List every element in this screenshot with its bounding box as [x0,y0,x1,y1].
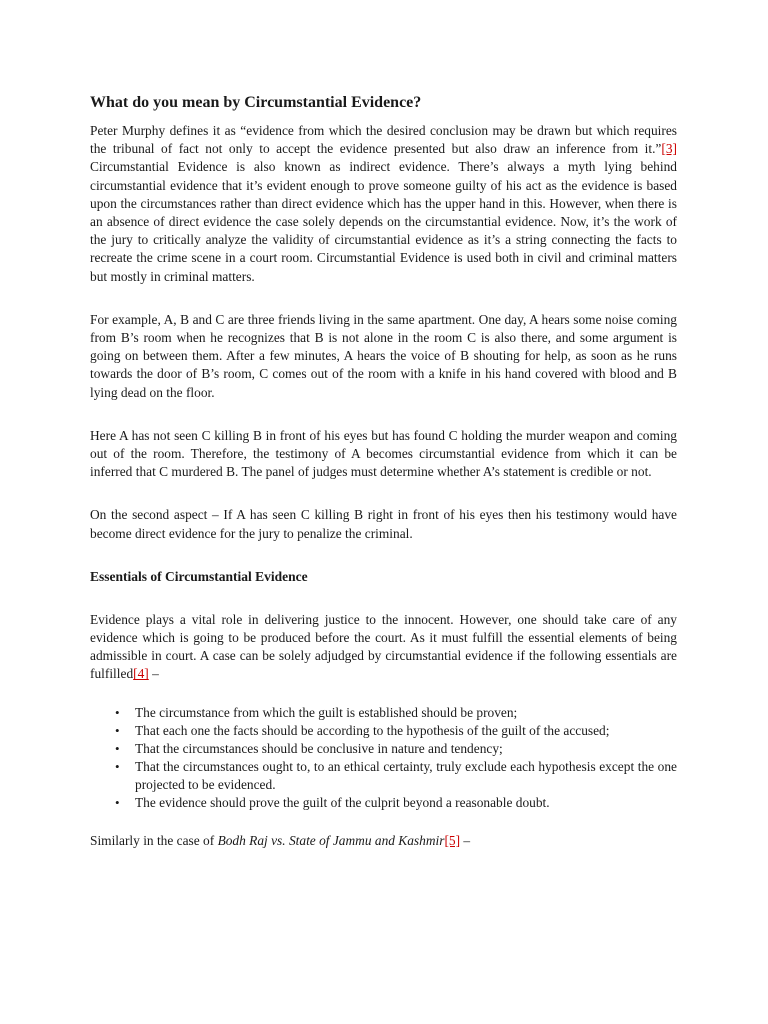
list-item: • That the circumstances should be conclusive in nature and tendency; [90,740,677,758]
case-name: Bodh Raj vs. State of Jammu and Kashmir [217,832,445,848]
case-dash: – [460,832,471,848]
paragraph-second-aspect: On the second aspect – If A has seen C killing B right in front of his eyes then his testimony would have become direct evidence for the jury to penalize the criminal. [90,507,677,541]
list-item: • That each one the facts should be according to the hypothesis of the guilt of the accused; [90,722,677,740]
heading-what-is-circumstantial-evidence: What do you mean by Circumstantial Evidence? [90,94,422,111]
essentials-intro-text: Evidence plays a vital role in delivering justice to the innocent. However, one should take care of any evidence which is going to be produced before the court. As it must fulfill the essential elements of being admissible in court. A case can be solely adjudged by circumstantial evidence if the following essentials are fulfilled [90,611,677,682]
paragraph-case-reference [90,832,677,850]
essentials-intro-dash: – [148,666,159,682]
footnote-ref-4[interactable]: [4] [133,666,149,682]
heading-essentials: Essentials of Circumstantial Evidence [90,568,308,584]
list-item: • The circumstance from which the guilt is established should be proven; [90,704,677,722]
list-item: • The evidence should prove the guilt of the culprit beyond a reasonable doubt. [90,794,677,812]
paragraph-example: For example, A, B and C are three friends living in the same apartment. One day, A hears some noise coming from B’s room when he recognizes that B is not alone in the room C is also there, and some argument is going on between them. After a few minutes, A hears the voice of B shouting for help, as soon as he runs towards the door of B’s room, C comes out of the room with a knife in his hand covered with blood and B lying dead on the floor. [90,311,677,400]
definition-text: Peter Murphy defines it as “evidence from which the desired conclusion may be drawn but which requires the tribunal of fact not only to accept the evidence presented but also draw an inference from it.” [90,123,677,157]
document-body [90,93,677,850]
footnote-ref-5[interactable]: [5] [444,832,461,848]
paragraph-testimony: Here A has not seen C killing B in front of his eyes but has found C holding the murder weapon and coming out of the room. Therefore, the testimony of A becomes circumstantial evidence from which it can be inferred that C murdered B. The panel of judges must determine whether A’s statement is credible or not. [90,427,677,480]
case-intro-text: Similarly in the case of [90,832,218,848]
definition-text-cont: Circumstantial Evidence is also known as indirect evidence. There’s always a myth lying behind circumstantial evidence that it’s evident enough to prove someone guilty of his act as the evidence is based upon the circumstances rather than direct evidence which has the upper hand in this. However, when there is an absence of direct evidence the case solely depends on the circumstantial evidence. Now, it’s the work of the jury to critically analyze the validity of circumstantial evidence as it’s a string connecting the facts to recreate the crime scene in a court room. Circumstantial Evidence is used both in civil and criminal matters but mostly in criminal matters. [90,159,677,284]
footnote-ref-3[interactable]: [3] [661,141,677,157]
paragraph-essentials-intro [90,611,677,684]
paragraph-definition [90,122,677,286]
essentials-list [90,704,677,812]
list-item: • That the circumstances ought to, to an ethical certainty, truly exclude each hypothesis except the one projected to be evidenced. [90,758,677,794]
